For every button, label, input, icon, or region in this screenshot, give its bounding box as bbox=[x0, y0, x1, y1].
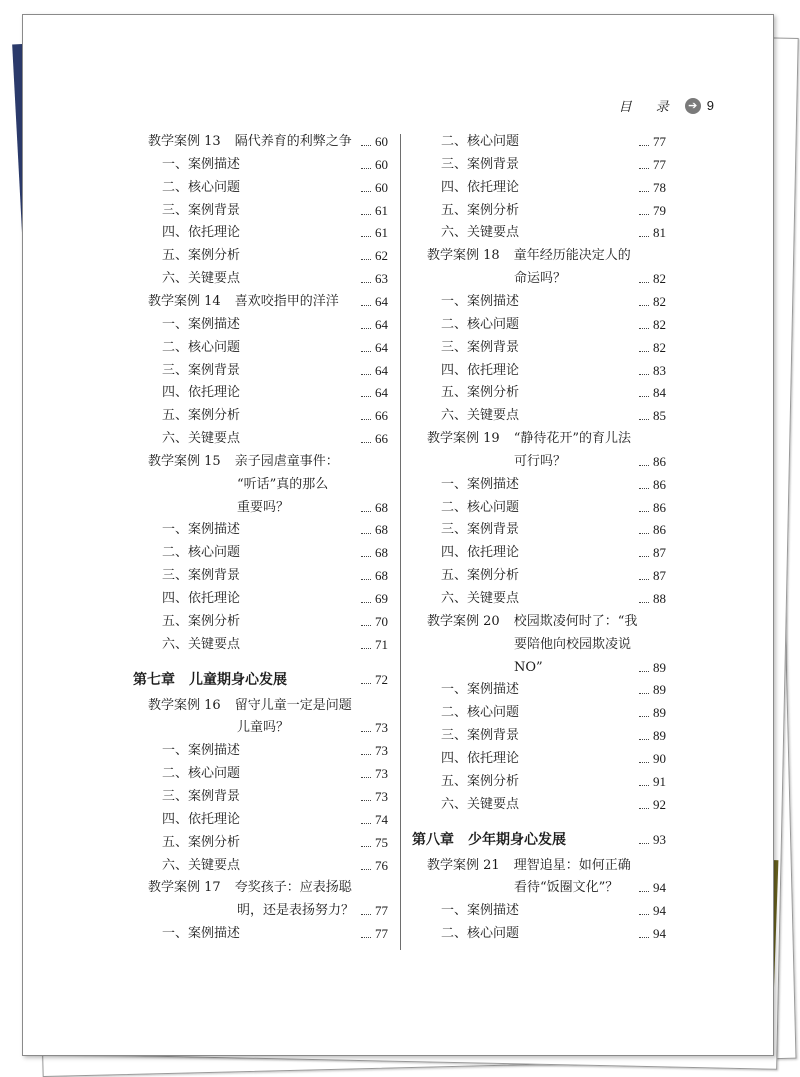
entry-title: 四、依托理论 bbox=[162, 385, 241, 401]
leader-dots bbox=[361, 570, 371, 580]
leader-dots bbox=[361, 410, 371, 420]
toc-entry[interactable] bbox=[162, 203, 388, 219]
page-ref: 88 bbox=[653, 591, 666, 606]
page-ref: 60 bbox=[375, 134, 388, 149]
toc-entry[interactable] bbox=[148, 294, 388, 310]
toc-entry[interactable] bbox=[441, 180, 666, 196]
page-ref: 68 bbox=[375, 568, 388, 584]
entry-title: 三、案例背景 bbox=[162, 202, 241, 218]
page-ref: 89 bbox=[653, 682, 666, 698]
page-ref: 82 bbox=[653, 271, 666, 287]
toc-entry[interactable] bbox=[441, 797, 666, 813]
entry-title: 一、案例描述 bbox=[441, 903, 520, 919]
page-ref: 69 bbox=[375, 591, 388, 606]
toc-entry[interactable] bbox=[133, 672, 388, 689]
leader-dots bbox=[639, 834, 649, 844]
toc-entry[interactable] bbox=[162, 766, 388, 782]
entry-title: 隔代养育的利弊之争 bbox=[234, 134, 352, 149]
toc-entry[interactable] bbox=[148, 134, 388, 150]
page-ref: 94 bbox=[653, 926, 666, 942]
entry-title: 一、案例描述 bbox=[162, 522, 241, 538]
entry-title: 六、关键要点 bbox=[162, 271, 241, 287]
entry-title: 三、案例背景 bbox=[441, 522, 520, 538]
entry-title: 二、核心问题 bbox=[162, 545, 241, 561]
header-title: 目 录 bbox=[618, 100, 679, 115]
page-ref: 60 bbox=[375, 179, 388, 195]
entry-title: 三、案例背景 bbox=[162, 362, 241, 378]
toc-entry[interactable] bbox=[441, 363, 666, 379]
page-ref: 64 bbox=[375, 362, 388, 378]
page-ref: 86 bbox=[653, 476, 666, 492]
entry-title: 亲子园虐童事件： bbox=[234, 453, 339, 469]
toc-entry[interactable] bbox=[427, 614, 666, 630]
toc-entry[interactable] bbox=[441, 203, 666, 219]
entry-title: 二、核心问题 bbox=[162, 179, 241, 195]
entry-title: 四、依托理论 bbox=[441, 750, 520, 766]
leader-dots bbox=[639, 730, 649, 740]
entry-title: 留守儿童一定是问题 bbox=[234, 697, 352, 713]
leader-dots bbox=[639, 136, 649, 146]
toc-entry[interactable] bbox=[148, 880, 388, 896]
page-ref: 68 bbox=[375, 522, 388, 538]
page-ref: 66 bbox=[375, 431, 388, 447]
toc-entry[interactable] bbox=[441, 477, 666, 493]
entry-title: 五、案例分析 bbox=[162, 613, 241, 629]
leader-dots bbox=[639, 296, 649, 306]
entry-title: 五、案例分析 bbox=[441, 773, 520, 789]
leader-dots bbox=[361, 639, 371, 649]
page-ref: 86 bbox=[653, 453, 666, 469]
arrow-right-icon: ➔ bbox=[685, 98, 701, 114]
page-ref: 89 bbox=[653, 705, 666, 721]
leader-dots bbox=[361, 182, 371, 192]
toc-entry[interactable] bbox=[162, 637, 388, 653]
leader-dots bbox=[639, 524, 649, 534]
toc-entry[interactable] bbox=[427, 248, 666, 264]
leader-dots bbox=[639, 227, 649, 237]
entry-title: 二、核心问题 bbox=[441, 316, 520, 332]
leader-dots bbox=[361, 273, 371, 283]
leader-dots bbox=[639, 159, 649, 169]
entry-title: 一、案例描述 bbox=[162, 743, 241, 759]
page-ref: 68 bbox=[375, 499, 388, 515]
entry-title: 四、依托理论 bbox=[441, 179, 520, 195]
entry-title: 一、案例描述 bbox=[441, 293, 520, 309]
toc-entry[interactable] bbox=[162, 157, 388, 173]
case-number: 教学案例 17 bbox=[148, 880, 221, 896]
leader-dots bbox=[639, 365, 649, 375]
case-number: 教学案例 18 bbox=[427, 248, 500, 264]
entry-title: 四、依托理论 bbox=[162, 591, 241, 606]
leader-dots bbox=[361, 502, 371, 512]
entry-title: 看待“饭圈文化”？ bbox=[514, 880, 619, 896]
entry-title: 六、关键要点 bbox=[162, 636, 241, 652]
leader-dots bbox=[639, 479, 649, 489]
entry-title: 五、案例分析 bbox=[441, 385, 520, 401]
leader-dots bbox=[639, 410, 649, 420]
toc-entry[interactable] bbox=[162, 926, 388, 942]
toc-entry[interactable] bbox=[162, 545, 388, 561]
leader-dots bbox=[361, 722, 371, 732]
page-ref: 76 bbox=[375, 857, 388, 873]
toc-entry[interactable] bbox=[148, 454, 388, 470]
leader-dots bbox=[361, 905, 371, 915]
page-ref: 86 bbox=[653, 522, 666, 538]
toc-entry[interactable] bbox=[148, 698, 388, 714]
toc-entry[interactable] bbox=[441, 682, 666, 698]
toc-entry[interactable] bbox=[441, 705, 666, 721]
toc-entry[interactable] bbox=[514, 454, 666, 470]
toc-entry[interactable] bbox=[441, 591, 666, 607]
entry-title: 理智追星：如何正确 bbox=[513, 857, 631, 873]
toc-entry[interactable] bbox=[162, 363, 388, 379]
page-ref: 66 bbox=[375, 408, 388, 424]
leader-dots bbox=[639, 593, 649, 603]
page-ref: 79 bbox=[653, 202, 666, 218]
toc-entry[interactable] bbox=[441, 500, 666, 516]
page-ref: 87 bbox=[653, 568, 666, 584]
leader-dots bbox=[361, 928, 371, 938]
leader-dots bbox=[639, 502, 649, 512]
leader-dots bbox=[639, 342, 649, 352]
page-ref: 92 bbox=[653, 796, 666, 812]
page-ref: 83 bbox=[653, 362, 666, 378]
toc-entry[interactable] bbox=[162, 180, 388, 196]
toc-entry[interactable] bbox=[237, 903, 388, 919]
toc-entry[interactable] bbox=[162, 225, 388, 241]
leader-dots bbox=[361, 296, 371, 306]
toc-entry[interactable] bbox=[441, 134, 666, 150]
leader-dots bbox=[361, 837, 371, 847]
leader-dots bbox=[361, 250, 371, 260]
case-number: 教学案例 14 bbox=[148, 293, 221, 309]
leader-dots bbox=[361, 593, 371, 603]
entry-title: 五、案例分析 bbox=[162, 834, 241, 850]
entry-title: 二、核心问题 bbox=[441, 926, 520, 942]
toc-entry[interactable] bbox=[427, 858, 666, 874]
page-ref: 81 bbox=[653, 225, 666, 241]
entry-title: 一、案例描述 bbox=[162, 926, 241, 942]
entry-title: 三、案例背景 bbox=[162, 568, 241, 584]
toc-entry[interactable] bbox=[514, 271, 666, 287]
entry-title: 三、案例背景 bbox=[162, 788, 241, 804]
entry-title: 六、关键要点 bbox=[441, 408, 520, 424]
page-ref: 82 bbox=[653, 293, 666, 309]
page-ref: 62 bbox=[375, 248, 388, 264]
toc-entry[interactable] bbox=[441, 317, 666, 333]
entry-title: 一、案例描述 bbox=[441, 476, 520, 492]
entry-title: “听话”真的那么 bbox=[237, 476, 329, 492]
toc-entry[interactable] bbox=[441, 545, 666, 561]
leader-dots bbox=[639, 905, 649, 915]
page-ref: 73 bbox=[375, 720, 388, 736]
page-ref: 75 bbox=[375, 834, 388, 850]
entry-title: 六、关键要点 bbox=[441, 796, 520, 812]
entry-title: 明，还是表扬努力？ bbox=[237, 903, 355, 919]
leader-dots bbox=[639, 684, 649, 694]
toc-entry[interactable] bbox=[162, 340, 388, 356]
toc-entry[interactable] bbox=[441, 157, 666, 173]
entry-title: 夸奖孩子：应表扬聪 bbox=[234, 880, 352, 896]
toc-entry[interactable] bbox=[162, 568, 388, 584]
leader-dots bbox=[639, 707, 649, 717]
leader-dots bbox=[361, 616, 371, 626]
leader-dots bbox=[639, 928, 649, 938]
entry-title: 一、案例描述 bbox=[162, 316, 241, 332]
page-ref: 91 bbox=[653, 773, 666, 789]
leader-dots bbox=[639, 753, 649, 763]
entry-title: NO” bbox=[514, 659, 543, 675]
toc-entry[interactable] bbox=[441, 903, 666, 919]
entry-title: 三、案例背景 bbox=[441, 156, 520, 172]
toc-entry[interactable] bbox=[162, 385, 388, 401]
page-ref: 85 bbox=[653, 408, 666, 424]
entry-title: 六、关键要点 bbox=[441, 225, 520, 241]
leader-dots bbox=[639, 662, 649, 672]
page-ref: 90 bbox=[653, 750, 666, 766]
page-ref: 94 bbox=[653, 903, 666, 919]
leader-dots bbox=[639, 547, 649, 557]
page-ref: 63 bbox=[375, 271, 388, 287]
page-ref: 78 bbox=[653, 179, 666, 195]
page-ref: 64 bbox=[375, 316, 388, 332]
page-ref: 73 bbox=[375, 743, 388, 759]
toc-entry[interactable] bbox=[441, 728, 666, 744]
leader-dots bbox=[639, 570, 649, 580]
toc-entry[interactable] bbox=[162, 789, 388, 805]
leader-dots bbox=[361, 319, 371, 329]
entry-title: 六、关键要点 bbox=[162, 857, 241, 873]
page-ref: 64 bbox=[375, 293, 388, 309]
toc-entry[interactable] bbox=[162, 614, 388, 630]
toc-entry[interactable] bbox=[162, 858, 388, 874]
page-ref: 87 bbox=[653, 545, 666, 561]
page-ref: 77 bbox=[375, 926, 388, 942]
page-ref: 74 bbox=[375, 811, 388, 827]
entry-title: 三、案例背景 bbox=[441, 728, 520, 744]
case-number: 教学案例 16 bbox=[148, 697, 221, 713]
leader-dots bbox=[639, 799, 649, 809]
leader-dots bbox=[361, 136, 371, 146]
case-number: 教学案例 21 bbox=[427, 857, 500, 873]
entry-title: 六、关键要点 bbox=[162, 431, 241, 447]
leader-dots bbox=[361, 745, 371, 755]
page-ref: 82 bbox=[653, 316, 666, 332]
toc-entry[interactable] bbox=[441, 340, 666, 356]
entry-title: 二、核心问题 bbox=[441, 499, 520, 515]
toc-entry[interactable] bbox=[162, 408, 388, 424]
entry-title: 三、案例背景 bbox=[441, 339, 520, 355]
page-ref: 94 bbox=[653, 880, 666, 896]
page-number: 9 bbox=[706, 98, 714, 113]
leader-dots bbox=[361, 159, 371, 169]
entry-title: 一、案例描述 bbox=[162, 156, 241, 172]
toc-entry[interactable] bbox=[514, 660, 666, 676]
leader-dots bbox=[639, 205, 649, 215]
leader-dots bbox=[639, 319, 649, 329]
leader-dots bbox=[361, 674, 371, 684]
toc-entry[interactable] bbox=[237, 477, 388, 493]
entry-title: 五、案例分析 bbox=[162, 248, 241, 264]
entry-title: 四、依托理论 bbox=[441, 362, 520, 378]
page-ref: 72 bbox=[375, 671, 388, 687]
page-ref: 84 bbox=[653, 385, 666, 401]
page-ref: 82 bbox=[653, 339, 666, 355]
entry-title: 二、核心问题 bbox=[441, 134, 520, 149]
leader-dots bbox=[361, 433, 371, 443]
running-header bbox=[619, 96, 714, 115]
leader-dots bbox=[361, 791, 371, 801]
entry-title: 命运吗？ bbox=[514, 271, 567, 287]
leader-dots bbox=[361, 860, 371, 870]
toc-entry[interactable] bbox=[514, 880, 666, 896]
entry-title: 四、依托理论 bbox=[162, 811, 241, 827]
toc-entry[interactable] bbox=[237, 500, 388, 516]
entry-title: 二、核心问题 bbox=[162, 339, 241, 355]
toc-entry[interactable] bbox=[514, 637, 666, 653]
toc-entry[interactable] bbox=[441, 225, 666, 241]
toc-entry[interactable] bbox=[162, 248, 388, 264]
leader-dots bbox=[639, 456, 649, 466]
entry-title: 可行吗？ bbox=[514, 453, 567, 469]
toc-entry[interactable] bbox=[441, 751, 666, 767]
entry-title: 喜欢咬指甲的洋洋 bbox=[234, 293, 339, 309]
entry-title: 童年经历能决定人的 bbox=[513, 248, 631, 264]
case-number: 教学案例 19 bbox=[427, 431, 500, 447]
toc-entry[interactable] bbox=[162, 271, 388, 287]
page-ref: 89 bbox=[653, 659, 666, 675]
case-number: 教学案例 13 bbox=[148, 134, 221, 149]
leader-dots bbox=[639, 182, 649, 192]
toc-entry[interactable] bbox=[162, 812, 388, 828]
entry-title: 六、关键要点 bbox=[441, 591, 520, 606]
page-ref: 73 bbox=[375, 766, 388, 782]
page-ref: 89 bbox=[653, 728, 666, 744]
toc-entry[interactable] bbox=[412, 832, 666, 849]
page-ref: 77 bbox=[375, 903, 388, 919]
page-ref: 61 bbox=[375, 202, 388, 218]
page-ref: 70 bbox=[375, 613, 388, 629]
entry-title: 二、核心问题 bbox=[162, 766, 241, 782]
case-number: 教学案例 15 bbox=[148, 453, 221, 469]
chapter-title: 第八章 少年期身心发展 bbox=[412, 831, 566, 848]
entry-title: 二、核心问题 bbox=[441, 705, 520, 721]
toc-entry[interactable] bbox=[162, 317, 388, 333]
leader-dots bbox=[361, 227, 371, 237]
entry-title: 五、案例分析 bbox=[162, 408, 241, 424]
entry-title: 要陪他向校园欺凌说 bbox=[514, 636, 632, 652]
page-ref: 71 bbox=[375, 636, 388, 652]
page-ref: 93 bbox=[653, 831, 666, 847]
leader-dots bbox=[361, 524, 371, 534]
toc-entry[interactable] bbox=[427, 431, 666, 447]
leader-dots bbox=[361, 387, 371, 397]
page-ref: 64 bbox=[375, 385, 388, 401]
entry-title: 四、依托理论 bbox=[441, 545, 520, 561]
toc-entry[interactable] bbox=[441, 294, 666, 310]
toc-entry[interactable] bbox=[162, 743, 388, 759]
toc-entry[interactable] bbox=[162, 835, 388, 851]
leader-dots bbox=[361, 342, 371, 352]
page-ref: 64 bbox=[375, 339, 388, 355]
leader-dots bbox=[639, 776, 649, 786]
entry-title: 五、案例分析 bbox=[441, 202, 520, 218]
entry-title: 校园欺凌何时了：“我 bbox=[513, 613, 638, 629]
entry-title: 儿童吗？ bbox=[237, 720, 290, 736]
page-ref: 73 bbox=[375, 788, 388, 804]
toc-entry[interactable] bbox=[162, 431, 388, 447]
page-ref: 61 bbox=[375, 225, 388, 241]
leader-dots bbox=[361, 547, 371, 557]
toc-entry[interactable] bbox=[441, 522, 666, 538]
page-ref: 86 bbox=[653, 499, 666, 515]
toc-entry[interactable] bbox=[441, 408, 666, 424]
page-ref: 60 bbox=[375, 156, 388, 172]
toc-entry[interactable] bbox=[441, 926, 666, 942]
case-number: 教学案例 20 bbox=[427, 613, 500, 629]
toc-entry[interactable] bbox=[237, 720, 388, 736]
entry-title: 五、案例分析 bbox=[441, 568, 520, 584]
toc-entry[interactable] bbox=[441, 774, 666, 790]
leader-dots bbox=[639, 273, 649, 283]
leader-dots bbox=[361, 814, 371, 824]
toc-entry[interactable] bbox=[162, 591, 388, 607]
toc-entry[interactable] bbox=[162, 522, 388, 538]
leader-dots bbox=[361, 365, 371, 375]
entry-title: 四、依托理论 bbox=[162, 225, 241, 241]
toc-entry[interactable] bbox=[441, 568, 666, 584]
column-divider bbox=[400, 134, 401, 950]
page-ref: 77 bbox=[653, 156, 666, 172]
chapter-title: 第七章 儿童期身心发展 bbox=[133, 671, 287, 688]
entry-title: 一、案例描述 bbox=[441, 682, 520, 698]
page-ref: 68 bbox=[375, 545, 388, 561]
toc-entry[interactable] bbox=[441, 385, 666, 401]
leader-dots bbox=[361, 768, 371, 778]
leader-dots bbox=[639, 387, 649, 397]
page-ref: 77 bbox=[653, 134, 666, 149]
entry-title: “静待花开”的育儿法 bbox=[513, 431, 631, 447]
leader-dots bbox=[639, 882, 649, 892]
entry-title: 重要吗？ bbox=[237, 499, 290, 515]
leader-dots bbox=[361, 205, 371, 215]
